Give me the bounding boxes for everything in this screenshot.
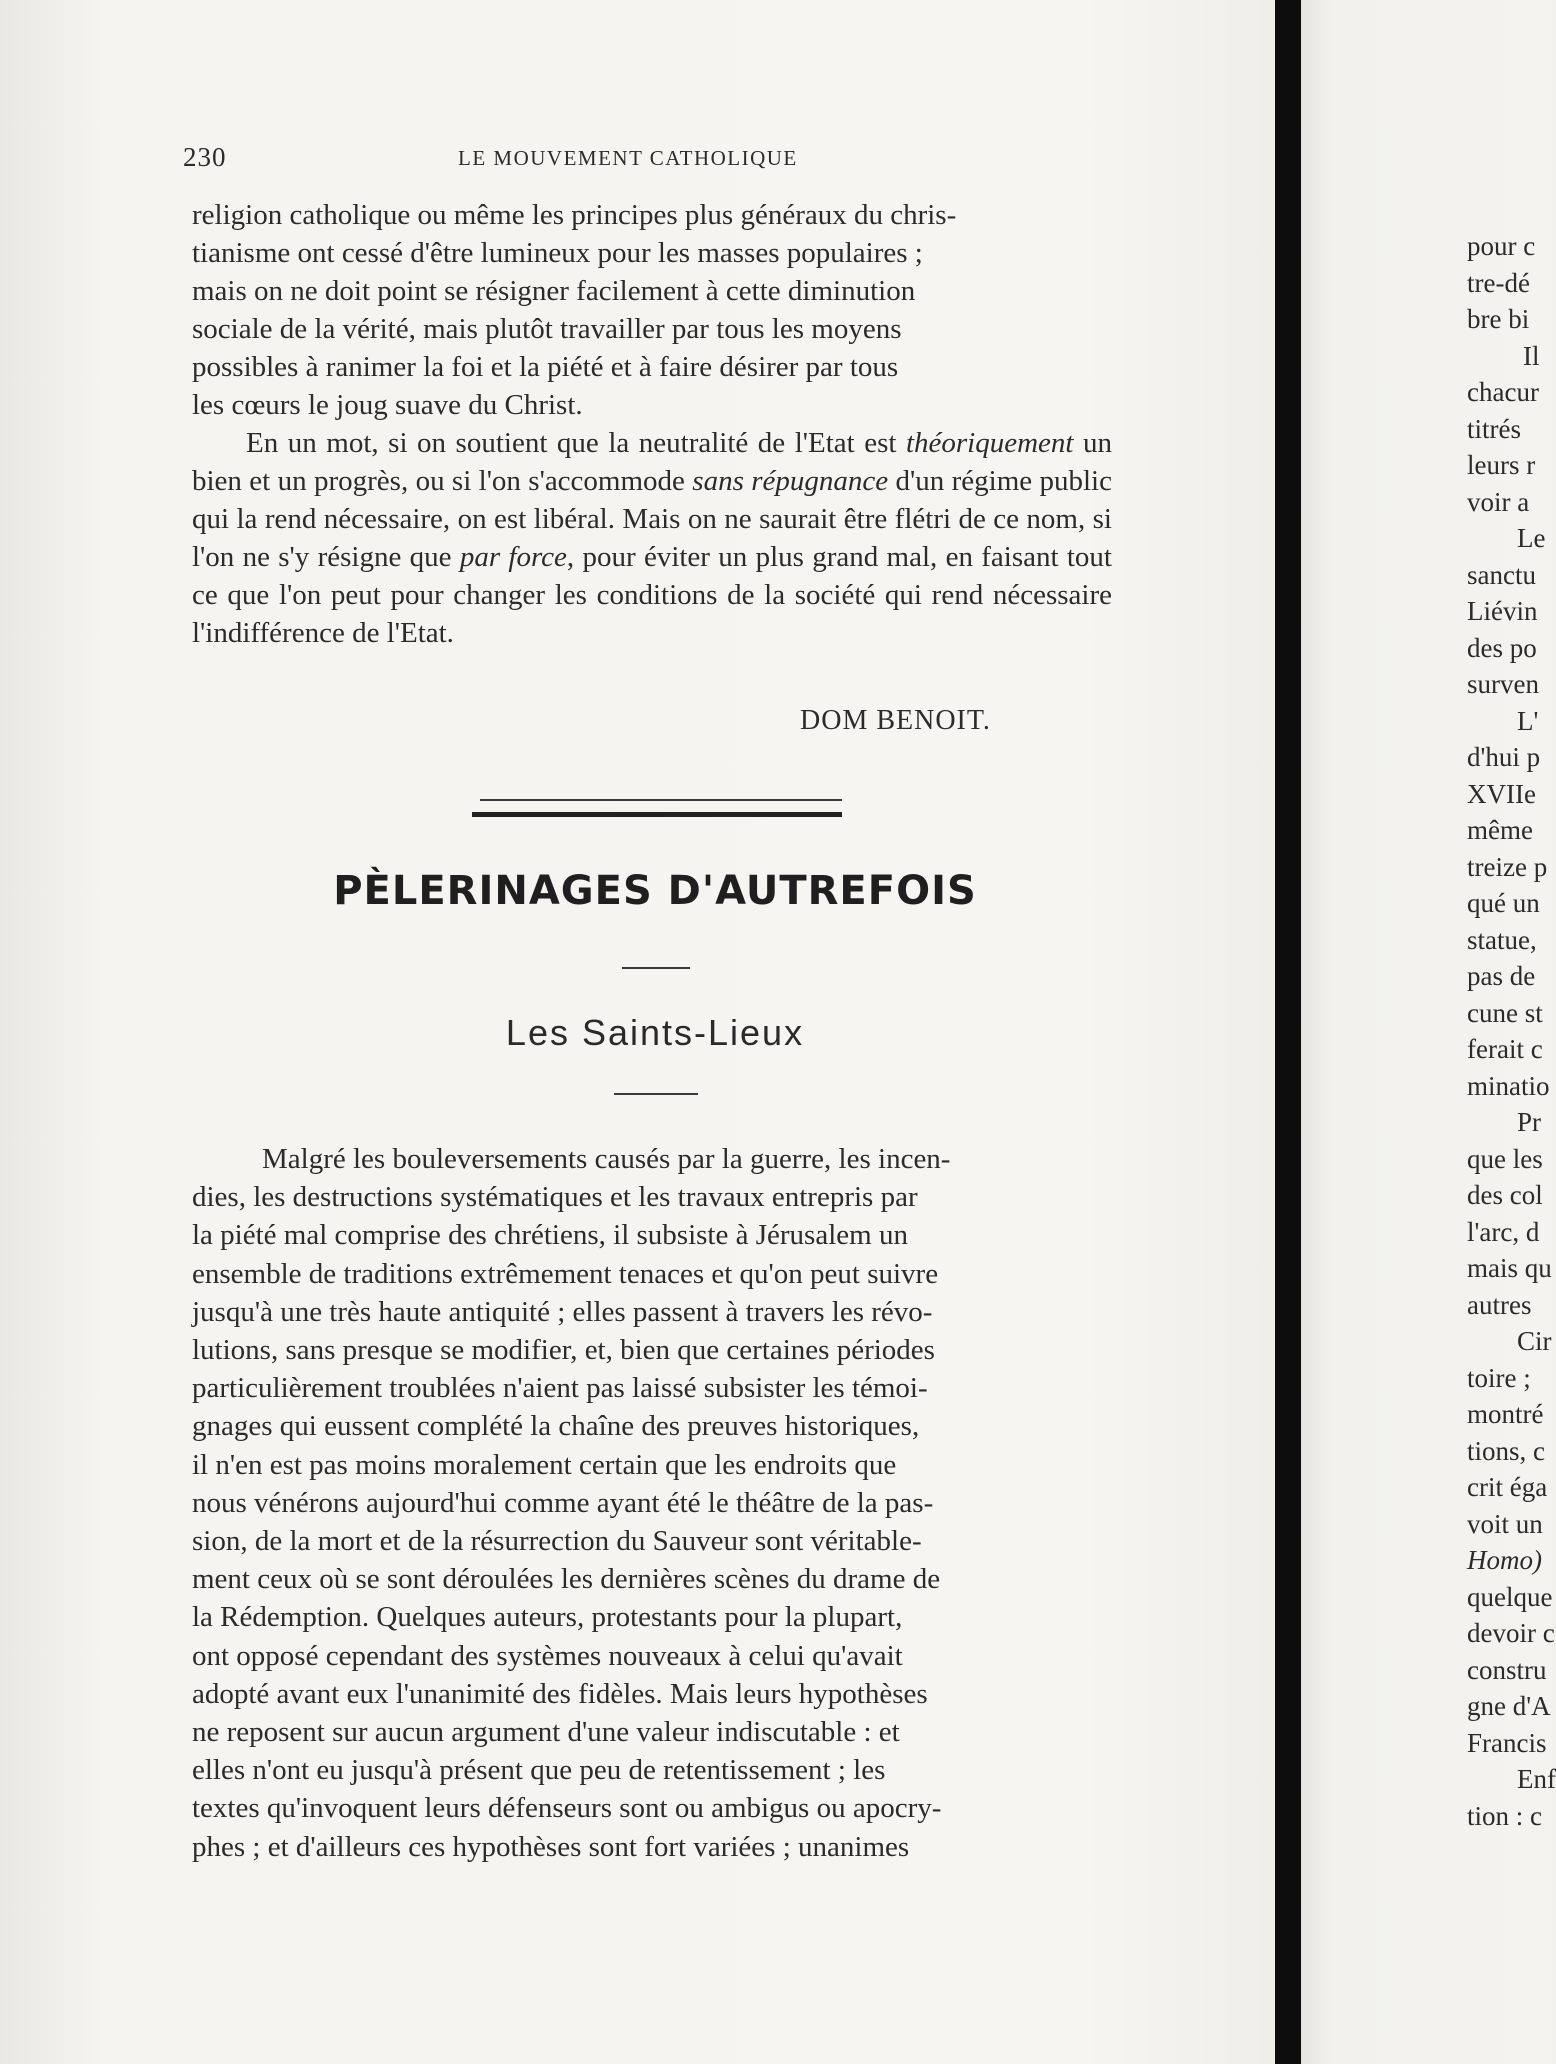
book-gutter — [1275, 0, 1301, 2064]
text-line: tianisme ont cessé d'être lumineux pour les masses populaires ; — [192, 237, 923, 269]
text-line: surven — [1467, 669, 1539, 699]
text-line: chacur — [1467, 377, 1539, 407]
text-run: un bien et un progrès, ou si l'on s'accommode — [192, 427, 1112, 497]
text-line: la Rédemption. Quelques auteurs, protestants pour la plupart, — [192, 1601, 903, 1634]
title-short-rule — [622, 967, 690, 969]
text-line: tion : c — [1467, 1800, 1542, 1831]
subtitle-short-rule — [614, 1093, 698, 1095]
text-line: titrés — [1467, 413, 1521, 444]
text-run: d'un régime public qui la rend nécessaire, on est libéral. Mais on ne saurait être flétri de ce nom, si l'on ne s'y résigne que — [192, 465, 1112, 573]
text-line: sanctu — [1467, 559, 1536, 590]
text-line: Malgré les bouleversements causés par la guerre, les incen- — [262, 1143, 951, 1175]
text-line: nous vénérons aujourd'hui comme ayant été le théâtre de la pas- — [192, 1486, 934, 1519]
text-line: gne d'A — [1467, 1691, 1551, 1721]
text-line: religion catholique ou même les principes plus généraux du chris- — [192, 199, 957, 231]
section-title: PÈLERINAGES D'AUTREFOIS — [333, 868, 977, 914]
text-line: devoir c — [1467, 1618, 1555, 1648]
author-signature: DOM BENOIT. — [800, 705, 991, 736]
text-line: autres — [1467, 1289, 1532, 1320]
text-line: Francis — [1467, 1727, 1547, 1758]
text-line: textes qu'invoquent leurs défenseurs sont ou ambigus ou apocry- — [192, 1792, 942, 1825]
italic-run: théoriquement — [905, 427, 1074, 459]
text-line: Enf — [1517, 1764, 1556, 1794]
text-line: mais qu — [1467, 1253, 1552, 1283]
text-line: elles n'ont eu jusqu'à présent que peu de retentissement ; les — [192, 1754, 886, 1787]
page-number: 230 — [183, 142, 227, 172]
text-line: que les — [1467, 1143, 1543, 1174]
text-line: toire ; — [1467, 1362, 1531, 1393]
text-line: qué un — [1467, 888, 1540, 918]
text-line: lutions, sans presque se modifier, et, bien que certaines périodes — [192, 1334, 935, 1367]
text-line: ensemble de traditions extrêmement tenaces et qu'on peut suivre — [192, 1257, 939, 1290]
text-line: pas de — [1467, 961, 1536, 991]
text-line: Pr — [1517, 1107, 1542, 1137]
main-paragraph — [192, 1140, 1112, 1866]
text-line: XVIIe — [1467, 778, 1536, 809]
text-line: crit éga — [1467, 1472, 1548, 1502]
text-line: la piété mal comprise des chrétiens, il subsiste à Jérusalem un — [192, 1219, 908, 1252]
text-line: Liévin — [1467, 596, 1538, 626]
text-line: sociale de la vérité, mais plutôt travailler par tous les moyens — [192, 313, 902, 345]
text-line: voit un — [1467, 1508, 1543, 1539]
text-line: jusqu'à une très haute antiquité ; elles passent à travers les révo- — [192, 1295, 933, 1328]
section-subtitle: Les Saints-Lieux — [505, 1012, 805, 1053]
running-title: LE MOUVEMENT CATHOLIQUE — [458, 146, 798, 170]
text-line: l'arc, d — [1467, 1216, 1540, 1247]
text-line: voir a — [1467, 486, 1530, 517]
text-line: quelque — [1467, 1581, 1553, 1612]
text-line: ment ceux où se sont déroulées les dernières scènes du drame de — [192, 1563, 941, 1596]
text-line: Il — [1523, 340, 1540, 371]
text-line: leurs r — [1467, 450, 1536, 480]
text-line: d'hui p — [1467, 742, 1541, 772]
text-line: possibles à ranimer la foi et la piété et à faire désirer par tous — [192, 351, 899, 383]
text-line: tions, c — [1467, 1435, 1545, 1466]
text-line: des po — [1467, 632, 1537, 663]
text-line: cune st — [1467, 997, 1543, 1028]
text-line: sion, de la mort et de la résurrection du Sauveur sont véritable- — [192, 1525, 922, 1558]
text-run: En un mot, si on soutient que la neutralité de l'Etat est — [246, 427, 906, 459]
text-line: pour c — [1467, 231, 1536, 261]
text-line: gnages qui eussent complété la chaîne des preuves historiques, — [192, 1410, 920, 1443]
text-line: même — [1467, 815, 1533, 845]
text-line: L' — [1517, 705, 1539, 736]
italic-run: par force — [459, 541, 567, 573]
text-line: les cœurs le joug suave du Christ. — [192, 389, 583, 421]
text-line: ont opposé cependant des systèmes nouveaux à celui qu'avait — [192, 1639, 903, 1672]
text-line: Le — [1517, 523, 1546, 553]
top-paragraph-2 — [192, 424, 1112, 652]
section-divider-thick — [472, 812, 842, 817]
text-line: il n'en est pas moins moralement certain que les endroits que — [192, 1448, 897, 1481]
text-line: des col — [1467, 1180, 1543, 1210]
text-line: phes ; et d'ailleurs ces hypothèses sont fort variées ; unanimes — [192, 1830, 910, 1863]
section-divider-thin — [480, 799, 842, 801]
text-line: tre-dé — [1467, 267, 1530, 298]
text-line: mais on ne doit point se résigner facilement à cette diminution — [192, 275, 916, 307]
text-line: particulièrement troublées n'aient pas laissé subsister les témoi- — [192, 1372, 928, 1405]
text-line: treize p — [1467, 851, 1548, 882]
text-line: ferait c — [1467, 1034, 1543, 1064]
text-line: statue, — [1467, 924, 1537, 955]
text-run: , pour éviter un plus grand mal, en faisant tout ce que l'on peut pour changer les conditions de la société qui rend nécessaire l'indifférence de l'Etat. — [192, 541, 1112, 649]
paragraph-text — [192, 424, 1112, 652]
text-line: Cir — [1517, 1326, 1552, 1356]
text-line: montré — [1467, 1399, 1544, 1429]
text-line: bre bi — [1467, 304, 1530, 334]
top-paragraph-1 — [192, 196, 1112, 424]
text-line: adopté avant eux l'unanimité des fidèles. Mais leurs hypothèses — [192, 1677, 928, 1710]
text-line: dies, les destructions systématiques et les travaux entrepris par — [192, 1181, 918, 1214]
page-header — [183, 142, 1208, 176]
text-line: ne reposent sur aucun argument d'une valeur indiscutable : et — [192, 1716, 900, 1749]
right-page-text — [1467, 228, 1556, 1834]
italic-run: sans répugnance — [692, 465, 889, 497]
text-line: minatio — [1467, 1070, 1550, 1101]
text-line: constru — [1467, 1654, 1547, 1685]
text-line: Homo) — [1467, 1545, 1542, 1575]
